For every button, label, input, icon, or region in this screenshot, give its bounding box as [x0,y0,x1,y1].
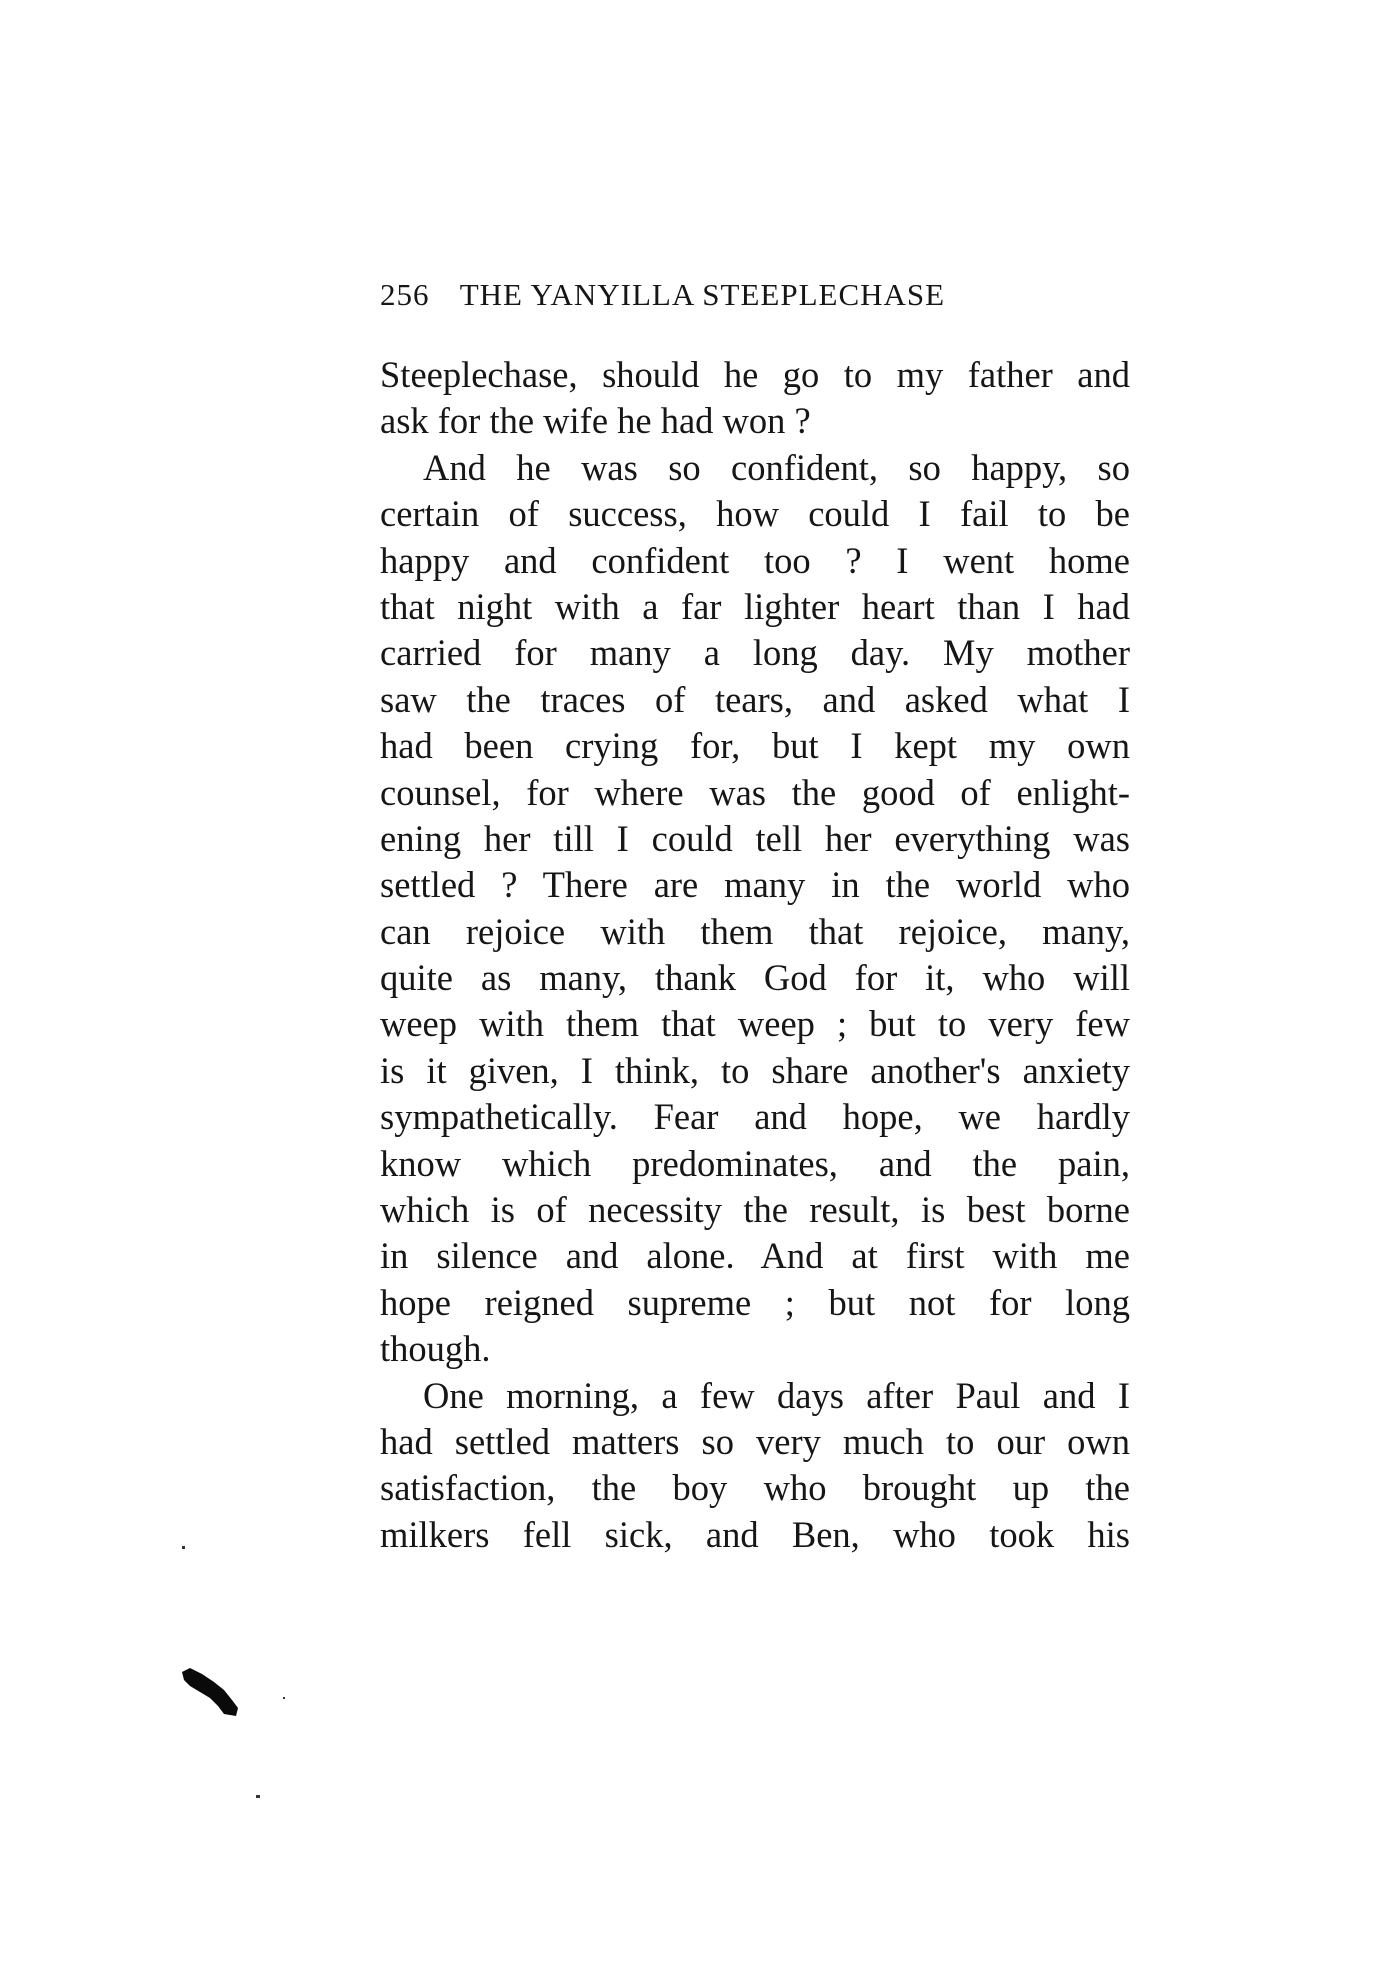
text-line: hope reigned supreme ; but not for long [380,1281,1130,1323]
text-line: settled ? There are many in the world who [380,864,1130,906]
text-line: saw the traces of tears, and asked what I [380,678,1130,720]
text-line: ask for the wife he had won ? [380,400,811,442]
running-head [380,277,1140,313]
text-line: had settled matters so very much to our own [380,1420,1130,1462]
text-line: in silence and alone. And at first with me [380,1235,1130,1277]
running-head-title: THE YANYILLA STEEPLECHASE [459,277,946,312]
text-line: sympathetically. Fear and hope, we hardly [380,1096,1130,1138]
ink-speck [256,1795,260,1798]
text-line: know which predominates, and the pain, [380,1142,1130,1184]
text-line: though. [380,1328,491,1370]
text-line: quite as many, thank God for it, who will [380,957,1130,999]
text-line: is it given, I think, to share another's anxiety [380,1049,1130,1091]
text-line: can rejoice with them that rejoice, many, [380,910,1130,952]
page-number: 256 [380,277,430,312]
text-line: ening her till I could tell her everything was [380,817,1130,859]
ink-speck [182,1546,185,1549]
text-line: milkers fell sick, and Ben, who took his [380,1513,1130,1555]
ink-speck [283,1697,285,1699]
text-line: One morning, a few days after Paul and I [423,1374,1130,1416]
ink-blot [180,1668,240,1718]
text-line: Steeplechase, should he go to my father and [380,354,1130,395]
body-text [380,352,1130,1558]
text-line: had been crying for, but I kept my own [380,725,1130,767]
text-line: happy and confident too ? I went home [380,539,1130,581]
text-line: carried for many a long day. My mother [380,632,1130,674]
text-line: counsel, for where was the good of enlight- [380,771,1130,813]
text-line: weep with them that weep ; but to very few [380,1003,1130,1045]
text-line: which is of necessity the result, is best borne [380,1189,1130,1231]
text-line: that night with a far lighter heart than I had [380,585,1130,627]
text-line: And he was so confident, so happy, so [423,446,1130,488]
text-line: satisfaction, the boy who brought up the [380,1467,1130,1509]
text-line: certain of success, how could I fail to be [380,493,1130,535]
